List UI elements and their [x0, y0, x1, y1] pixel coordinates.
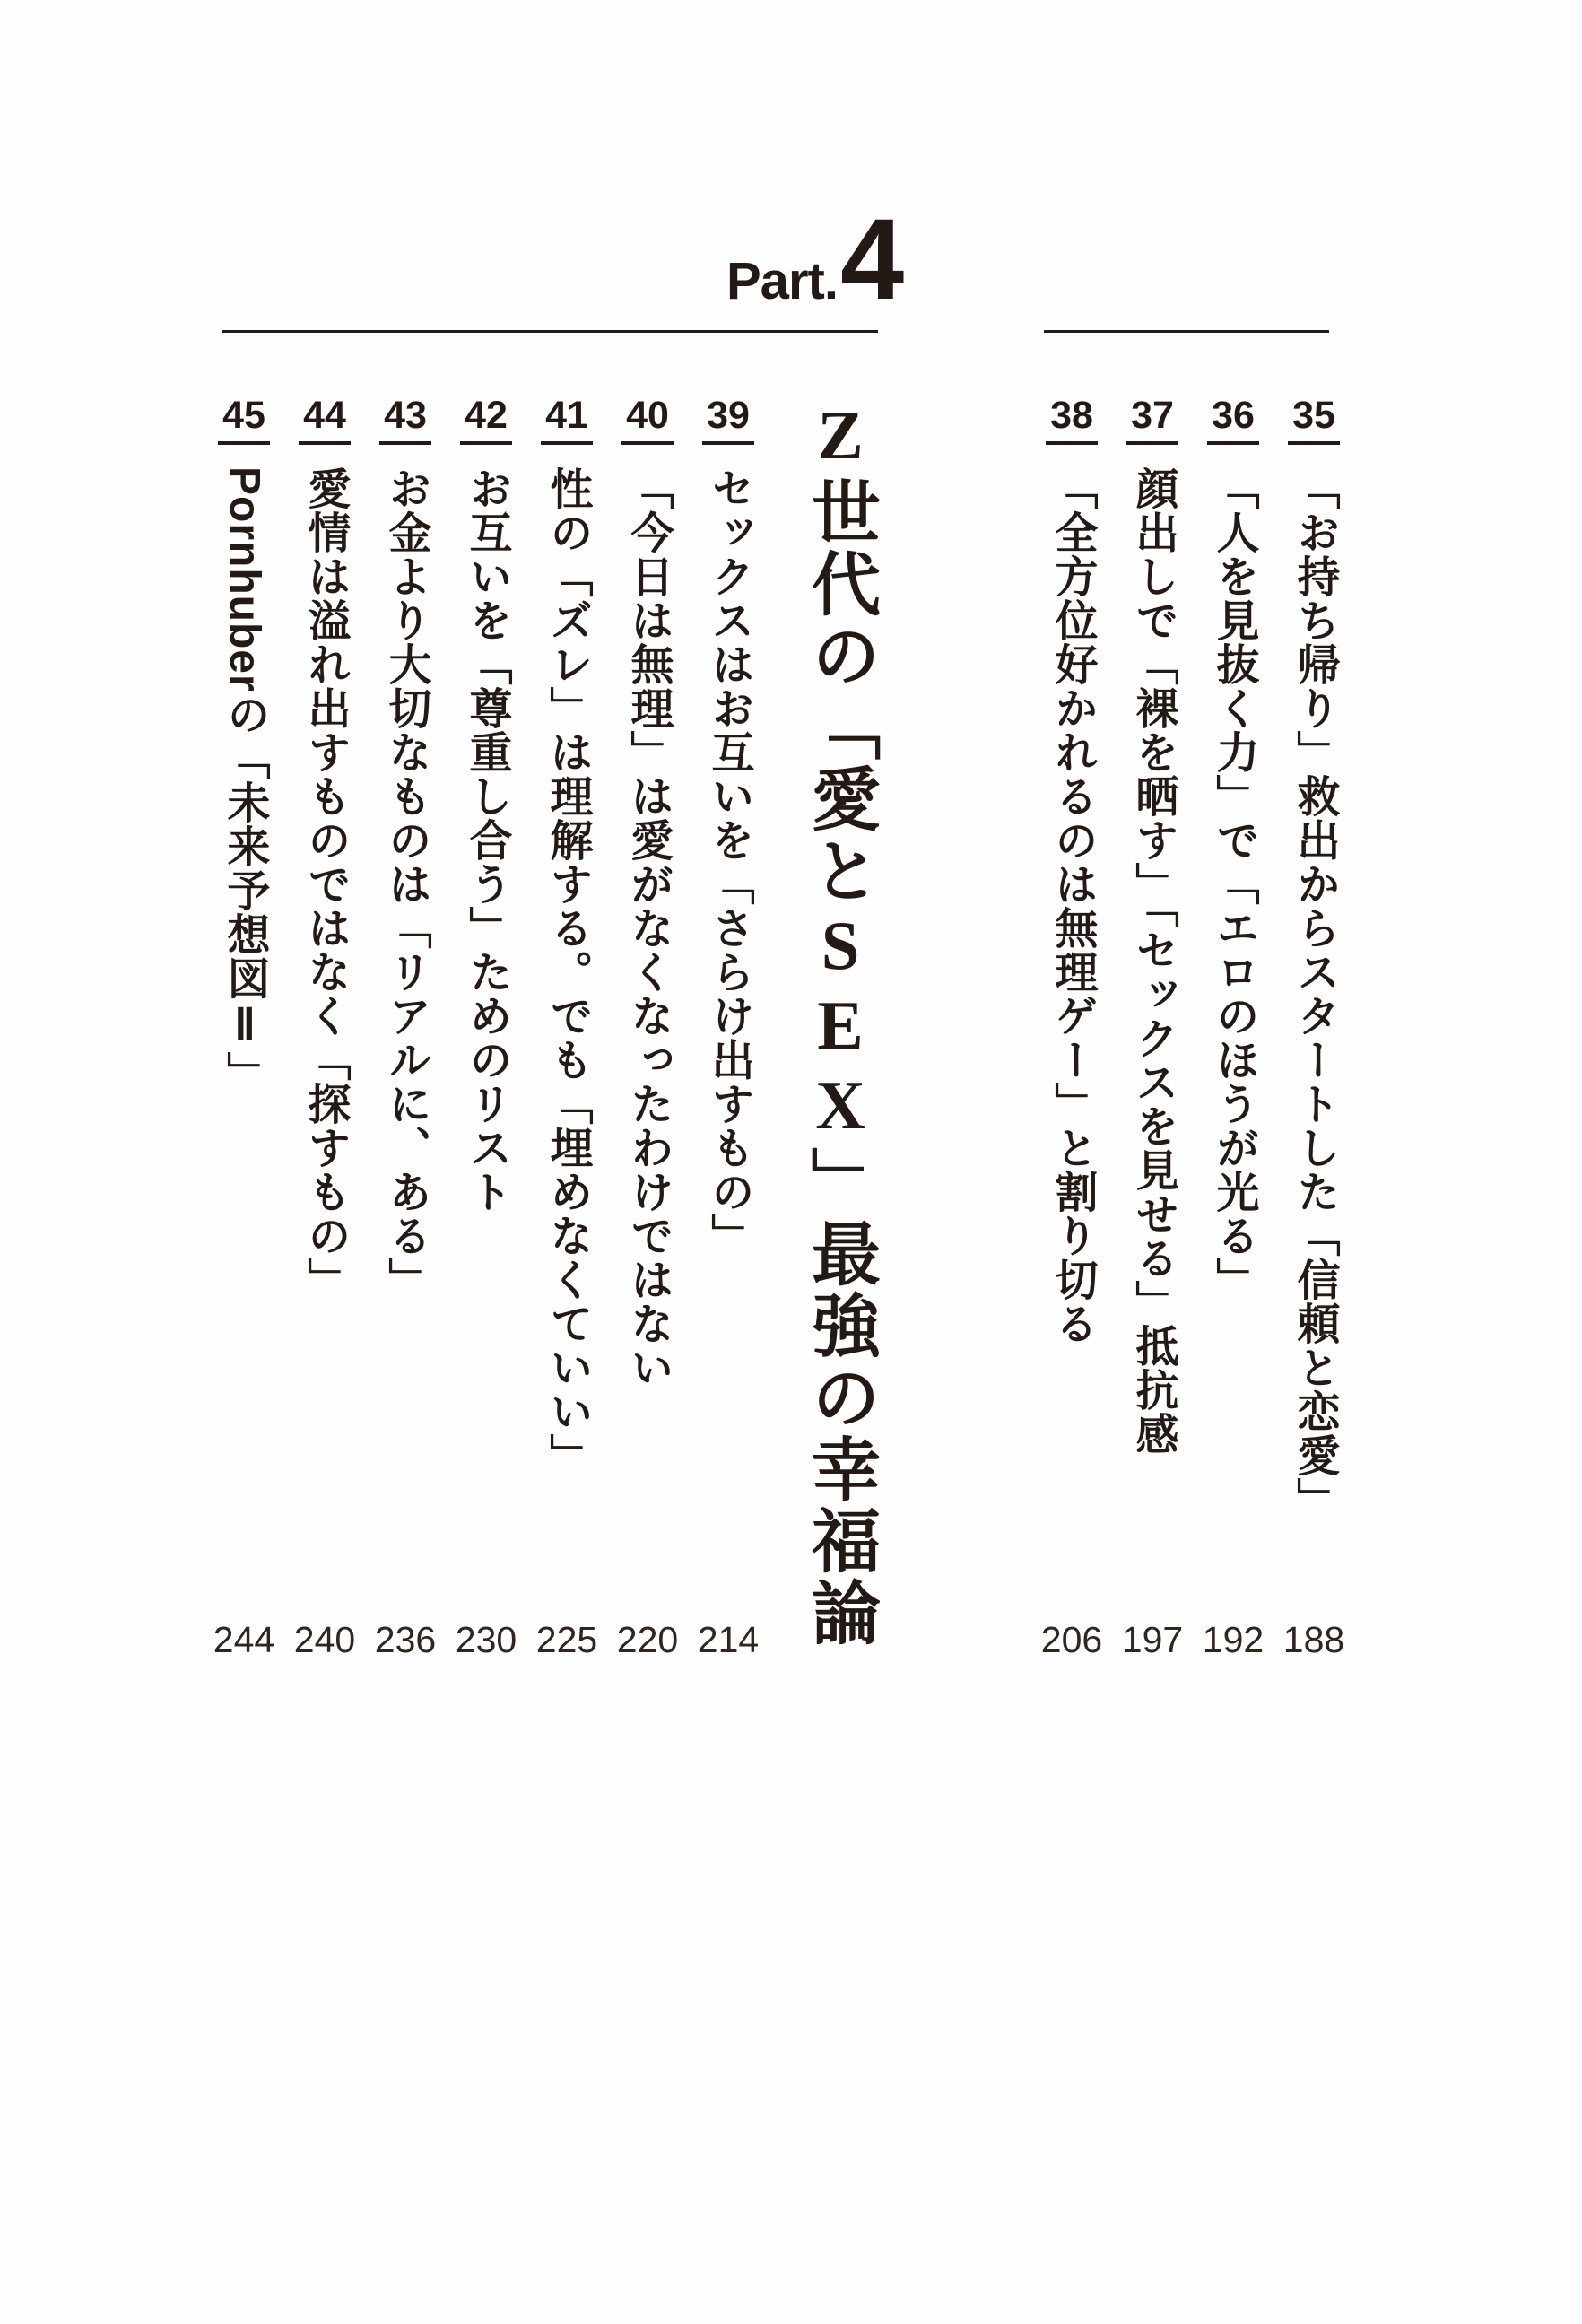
toc-entry-36 [1193, 395, 1273, 1521]
entry-number: 43 [379, 395, 431, 445]
entry-number: 45 [218, 395, 270, 445]
rule-left-divider [222, 330, 878, 333]
page-number-42: 230 [455, 1619, 517, 1660]
section-title: Z世代の「愛とSEX」最強の幸福論 [802, 396, 879, 1649]
entry-title-vertical: 顔出しで「裸を晒す」「セックスを見せる」抵抗感 [1129, 466, 1177, 1456]
entry-number: 41 [541, 395, 593, 445]
toc-entry-38 [1031, 395, 1112, 1521]
page-numbers-right [1031, 1619, 1354, 1660]
entry-number: 39 [702, 395, 754, 445]
toc-entry-37 [1112, 395, 1193, 1521]
toc-entry-44 [284, 395, 365, 1477]
toc-entry-42 [446, 395, 526, 1477]
page-number-41: 225 [535, 1619, 598, 1660]
page-number-38: 206 [1040, 1619, 1103, 1660]
entry-number: 35 [1288, 395, 1340, 445]
entry-number: 42 [460, 395, 512, 445]
toc-entry-43 [365, 395, 446, 1477]
entry-title-vertical: 性の「ズレ」は理解する。でも「埋めなくていい」 [543, 466, 591, 1477]
page-numbers-left [204, 1619, 769, 1660]
toc-entry-39 [688, 395, 769, 1477]
part-heading [726, 196, 903, 324]
entry-number: 36 [1207, 395, 1259, 445]
entry-title-vertical: 「今日は無理」は愛がなくなったわけではない [624, 466, 672, 1389]
toc-entry-35 [1273, 395, 1354, 1521]
part-label: Part. [726, 252, 838, 310]
page-number-36: 192 [1202, 1619, 1265, 1660]
part-number: 4 [839, 196, 903, 324]
toc-entry-45 [204, 395, 284, 1477]
entry-title-vertical: Pornhuberの「未来予想図Ⅱ」 [221, 466, 268, 1095]
page-number-37: 197 [1121, 1619, 1184, 1660]
toc-group-left [204, 395, 769, 1477]
page-number-39: 214 [697, 1619, 760, 1660]
entry-number: 38 [1046, 395, 1098, 445]
page-number-44: 240 [293, 1619, 356, 1660]
page-number-43: 236 [374, 1619, 437, 1660]
entry-title-vertical: お互いを「尊重し合う」ためのリスト [463, 466, 510, 1214]
page-number-35: 188 [1282, 1619, 1345, 1660]
entry-title-vertical: 愛情は溢れ出すものではなく「探すもの」 [301, 466, 349, 1301]
entry-number: 37 [1126, 395, 1178, 445]
entry-title-vertical: セックスはお互いを「さらけ出すもの」 [705, 466, 752, 1258]
page-number-40: 220 [616, 1619, 679, 1660]
entry-title-vertical: 「全方位好かれるのは無理ゲー」と割り切る [1048, 466, 1096, 1345]
entry-number: 40 [622, 395, 674, 445]
entry-number: 44 [299, 395, 351, 445]
rule-right-divider [1044, 330, 1329, 333]
entry-title-vertical: 「お持ち帰り」救出からスタートした「信頼と恋愛」 [1291, 466, 1338, 1521]
entry-title-vertical: お金より大切なものは「リアルに、ある」 [382, 466, 430, 1301]
toc-entry-40 [607, 395, 688, 1477]
entry-title-vertical: 「人を見抜く力」で「エロのほうが光る」 [1210, 466, 1257, 1301]
page-number-45: 244 [213, 1619, 275, 1660]
toc-group-right [1031, 395, 1354, 1521]
toc-entry-41 [526, 395, 607, 1477]
